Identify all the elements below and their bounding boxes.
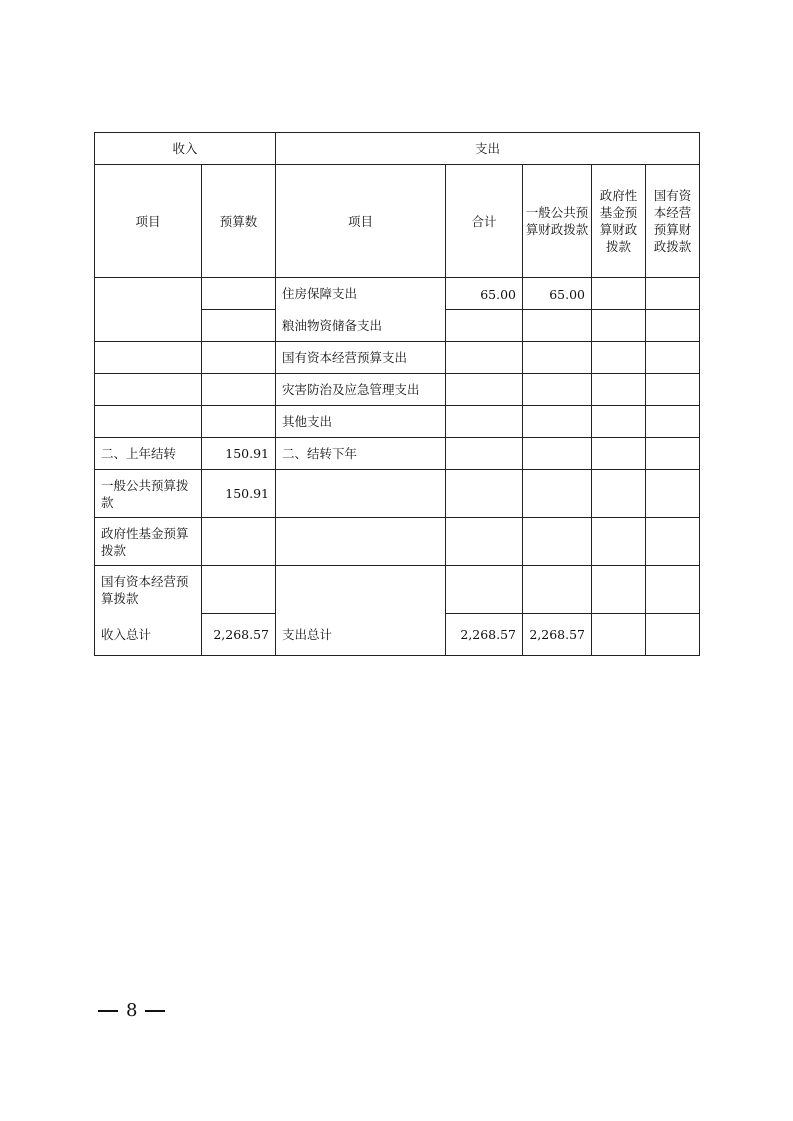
cell-empty <box>646 614 700 656</box>
cell-empty <box>646 566 700 614</box>
cell-empty <box>446 438 523 470</box>
cell-empty <box>446 566 523 614</box>
row-carryover-exp-label: 二、结转下年 <box>276 438 446 470</box>
cell-empty <box>592 438 646 470</box>
cell-empty <box>276 518 446 566</box>
cell-empty <box>592 310 646 342</box>
cell-empty <box>95 342 202 374</box>
cell-empty <box>202 374 276 406</box>
cell-empty <box>592 614 646 656</box>
cell-empty <box>446 518 523 566</box>
cell-empty <box>523 518 592 566</box>
cell-empty <box>95 278 202 342</box>
row-housing-total: 65.00 <box>446 278 523 310</box>
row-housing-label: 住房保障支出 <box>276 278 446 310</box>
header-budget-count: 预算数 <box>202 165 276 278</box>
cell-empty <box>202 566 276 614</box>
row-exp-total-label: 支出总计 <box>276 614 446 656</box>
row-carryover-income-label: 二、上年结转 <box>95 438 202 470</box>
cell-empty <box>646 406 700 438</box>
page-number: 8 <box>126 1000 138 1021</box>
cell-empty <box>646 438 700 470</box>
cell-empty <box>646 470 700 518</box>
row-gen-public-income-label: 一般公共预算拨款 <box>95 470 202 518</box>
cell-empty <box>523 406 592 438</box>
cell-empty <box>592 406 646 438</box>
cell-empty <box>446 310 523 342</box>
cell-empty <box>202 406 276 438</box>
cell-empty <box>446 406 523 438</box>
cell-empty <box>202 342 276 374</box>
cell-empty <box>202 278 276 310</box>
cell-empty <box>276 566 446 614</box>
cell-empty <box>95 406 202 438</box>
cell-empty <box>592 470 646 518</box>
cell-empty <box>202 310 276 342</box>
cell-empty <box>523 374 592 406</box>
dash-left <box>98 1010 118 1012</box>
header-income: 收入 <box>95 133 276 165</box>
row-exp-total-value: 2,268.57 <box>446 614 523 656</box>
cell-empty <box>523 310 592 342</box>
cell-empty <box>446 470 523 518</box>
cell-empty <box>646 278 700 310</box>
dash-right <box>145 1010 165 1012</box>
header-state-capital: 国有资本经营预算财政拨款 <box>646 165 700 278</box>
cell-empty <box>646 374 700 406</box>
row-disaster-label: 灾害防治及应急管理支出 <box>276 374 446 406</box>
row-gen-public-income-value: 150.91 <box>202 470 276 518</box>
header-exp-item: 项目 <box>276 165 446 278</box>
cell-empty <box>446 374 523 406</box>
header-income-item: 项目 <box>95 165 202 278</box>
budget-table <box>94 132 700 656</box>
cell-empty <box>446 342 523 374</box>
cell-empty <box>95 374 202 406</box>
row-exp-gen-total-value: 2,268.57 <box>523 614 592 656</box>
cell-empty <box>276 470 446 518</box>
row-grain-label: 粮油物资储备支出 <box>276 310 446 342</box>
cell-empty <box>592 518 646 566</box>
header-total: 合计 <box>446 165 523 278</box>
header-expenditure: 支出 <box>276 133 700 165</box>
cell-empty <box>592 566 646 614</box>
cell-empty <box>523 566 592 614</box>
cell-empty <box>523 438 592 470</box>
cell-empty <box>646 342 700 374</box>
cell-empty <box>646 518 700 566</box>
cell-empty <box>523 342 592 374</box>
row-housing-gen: 65.00 <box>523 278 592 310</box>
row-state-cap-income-label: 国有资本经营预算拨款 <box>95 566 202 614</box>
cell-empty <box>646 310 700 342</box>
cell-empty <box>592 374 646 406</box>
row-carryover-income-value: 150.91 <box>202 438 276 470</box>
cell-empty <box>202 518 276 566</box>
cell-empty <box>523 470 592 518</box>
cell-empty <box>592 278 646 310</box>
header-gov-fund: 政府性基金预算财政拨款 <box>592 165 646 278</box>
cell-empty <box>592 342 646 374</box>
row-income-total-label: 收入总计 <box>95 614 202 656</box>
row-income-total-value: 2,268.57 <box>202 614 276 656</box>
row-gov-fund-income-label: 政府性基金预算拨款 <box>95 518 202 566</box>
row-state-capital-label: 国有资本经营预算支出 <box>276 342 446 374</box>
page-footer <box>98 1000 165 1021</box>
header-gen-public: 一般公共预算财政拨款 <box>523 165 592 278</box>
row-other-label: 其他支出 <box>276 406 446 438</box>
